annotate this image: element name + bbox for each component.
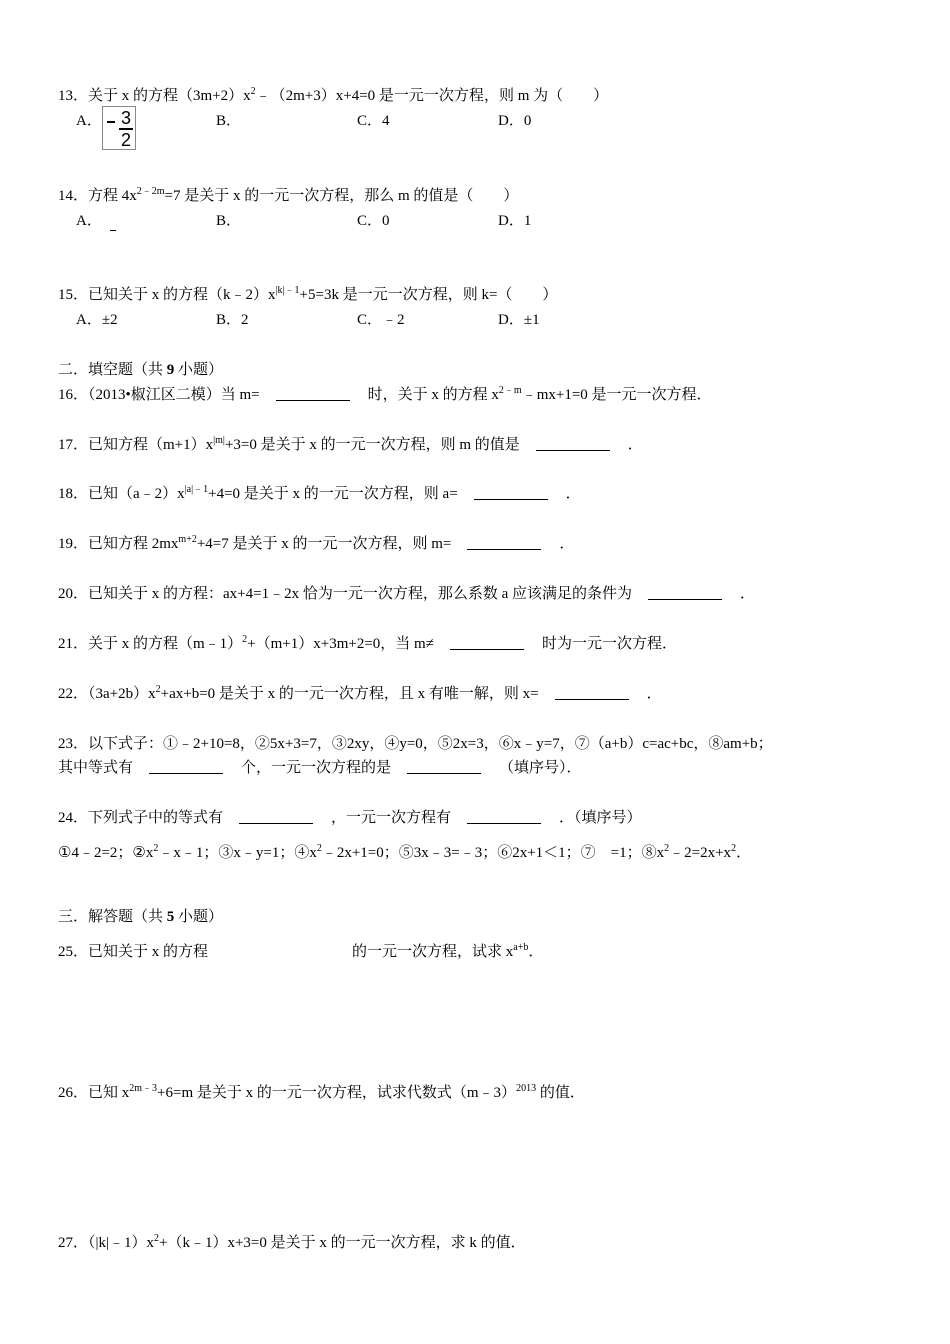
option-b: B． (216, 213, 242, 229)
question-26: 26．已知 $x^{2m﹣3}+6=m$ 是关于 x 的一元一次方程，试求代数式（m﹣3）$^{2013}$ 的值． (58, 1083, 585, 1101)
question-22: 22．$(3a+2b)x^2+ax+b=0$ 是关于 x 的一元一次方程，且 x 有唯一解，则 x= ． (58, 684, 662, 702)
question-17: 17．已知方程$(m+1)x^{|m|}+3=0$ 是关于 x 的一元一次方程，则 m 的值是 ． (58, 435, 643, 453)
answer-blank[interactable] (648, 585, 722, 600)
answer-blank[interactable] (407, 759, 481, 774)
section-2-heading: 二．填空题（共 9 小题） (58, 362, 224, 378)
fraction-image-box (102, 106, 136, 150)
answer-blank[interactable] (467, 809, 541, 824)
answer-blank[interactable] (555, 685, 629, 700)
question-23-line-1: 23．以下式子：①﹣2+10=8，②5x+3=7，③2xy，④y=0，⑤2x=3，⑥x﹣y=7，⑦（a+b）c=ac+bc，⑧am+b； (58, 736, 773, 752)
question-24-line-1: 24．下列式子中的等式有 ，一元一次方程有 ．（填序号） (58, 810, 642, 826)
question-13-stem: 13．关于 x 的方程$(3m+2)x^2﹣(2m+3)x+4=0$ 是一元一次方程，则 m 为（ ） (58, 86, 609, 104)
option-a: A． (76, 210, 116, 232)
option-a: A．±2 (76, 312, 118, 328)
question-19: 19．已知方程 $2mx^{m+2}+4=7$ 是关于 x 的一元一次方程，则 m= ． (58, 534, 575, 552)
option-a-fraction-fragment (110, 230, 116, 231)
option-a: A． (76, 113, 102, 129)
question-27: 27．$(|k|﹣1)x^2+(k﹣1)x+3=0$ 是关于 x 的一元一次方程，求 k 的值． (58, 1233, 526, 1251)
answer-blank[interactable] (276, 386, 350, 401)
section-3-heading: 三．解答题（共 5 小题） (58, 909, 224, 925)
option-c: C．0 (357, 213, 390, 229)
question-24-line-2: ①4﹣2=2；$②x^2﹣x﹣1$；③x﹣y=1；$④x^2﹣2x+1=0$；⑤3x﹣3=﹣3；⑥2x+1＜1；⑦ =1；$⑧x^2﹣2=2x+x^2$． (58, 843, 752, 861)
question-18: 18．已知$(a﹣2)x^{|a|﹣1}+4=0$ 是关于 x 的一元一次方程，则 a= ． (58, 484, 581, 502)
option-d: D．1 (498, 213, 532, 229)
answer-blank[interactable] (239, 809, 313, 824)
minus-sign (107, 121, 115, 123)
option-c: C．﹣2 (357, 312, 405, 328)
answer-blank[interactable] (536, 436, 610, 451)
answer-blank[interactable] (149, 759, 223, 774)
option-b: B． (216, 113, 242, 129)
option-d: D．0 (498, 113, 532, 129)
answer-blank[interactable] (474, 485, 548, 500)
question-25: 25．已知关于 x 的方程 的一元一次方程，试求 $x^{a+b}$． (58, 942, 544, 960)
question-16: 16．（2013•椒江区二模）当 m= 时，关于 x 的方程 $x^{2﹣m}﹣mx+1=0$ 是一元一次方程． (58, 385, 712, 403)
fraction: $\frac{3}{2}$ (120, 108, 131, 150)
answer-blank[interactable] (467, 535, 541, 550)
option-b: B．2 (216, 312, 249, 328)
question-15-stem: 15．已知关于 x 的方程$(k﹣2)x^{|k|﹣1}+5=3k$ 是一元一次方程，则 k=（ ） (58, 285, 558, 303)
question-21: 21．关于 x 的方程（m﹣1）$^2$+（m+1）x+3m+2=0，当 m≠ 时为一元一次方程． (58, 634, 677, 652)
question-14-stem: 14．方程 $4x^{2﹣2m}=7$ 是关于 x 的一元一次方程，那么 m 的值是（ ） (58, 186, 519, 204)
option-c: C．4 (357, 113, 390, 129)
answer-blank[interactable] (450, 635, 524, 650)
question-23-line-2: 其中等式有 个，一元一次方程的是 （填序号）． (58, 760, 582, 776)
question-20: 20．已知关于 x 的方程：ax+4=1﹣2x 恰为一元一次方程，那么系数 a 应该满足的条件为 ． (58, 586, 756, 602)
option-d: D．±1 (498, 312, 540, 328)
